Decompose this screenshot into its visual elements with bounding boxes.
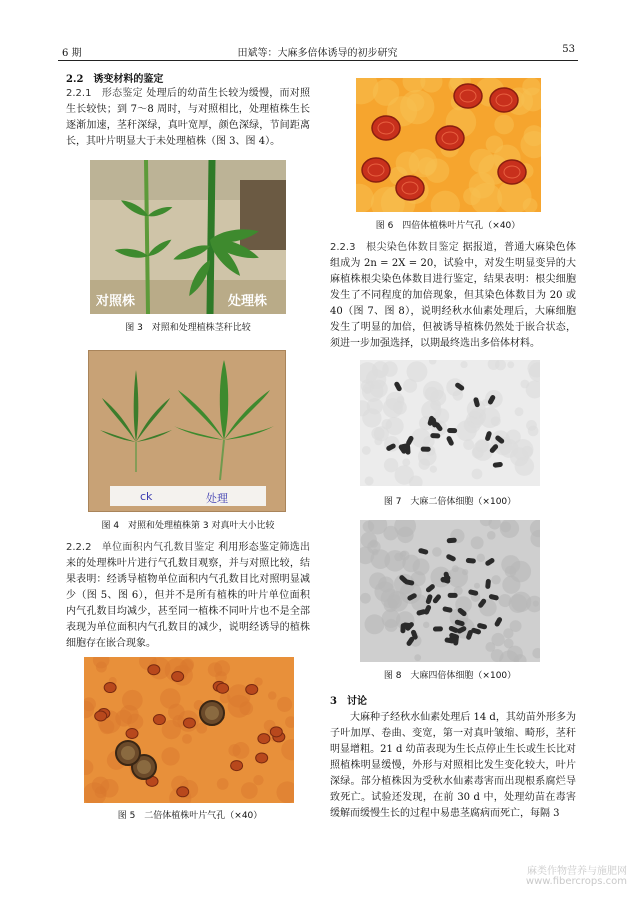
section-2-2-2-paragraph bbox=[66, 540, 310, 652]
treated-plant-label: 处理株 bbox=[228, 294, 268, 309]
section-2-2-3-text: 据报道，普通大麻染色体组成为 2n = 2X = 20，试验中，对发生明显变异的大麻植株根尖染色体数目进行鉴定，结果表明：根尖细胞发生了不同程度的加倍现象，但其染色体数目为 20 或 40（图 7、图 8），说明经秋水仙素处理后，大麻细胞发生了明显的加倍，但被诱导植株仍然处于嵌合状态，须进一步加强选择，以期最终选出多倍体材料。 bbox=[330, 242, 576, 349]
figure-4-leaf-photo bbox=[88, 350, 286, 512]
section-2-2-title: 2.2 诱变材料的鉴定 bbox=[66, 74, 164, 85]
issue-number: 6 期 bbox=[62, 48, 82, 59]
watermark-url: www.fibercrops.com bbox=[525, 876, 627, 887]
figure-3-caption: 图 3 对照和处理植株茎秆比较 bbox=[125, 323, 251, 333]
watermark-site-name: 麻类作物营养与施肥网 bbox=[527, 866, 627, 877]
section-2-2-2-heading: 2.2.2 单位面积内气孔数目鉴定 bbox=[66, 542, 215, 553]
figure-5-caption: 图 5 二倍体植株叶片气孔（×40） bbox=[117, 811, 263, 821]
section-2-2-1-text: 处理后的幼苗生长较为缓慢，而对照生长较快；到 7～8 周时，与对照相比，处理植株生长逐渐加速，茎秆深绿，真叶宽厚，颜色深绿，节间距离长，其叶片明显大于未处理植株（图 3、图 4）。 bbox=[66, 88, 310, 147]
figure-7-chromosome-photo bbox=[360, 360, 540, 486]
figure-3-stem-photo bbox=[90, 160, 286, 314]
running-title: 田斌等：大麻多倍体诱导的初步研究 bbox=[237, 48, 398, 59]
figure-6-stomata-photo bbox=[356, 78, 541, 212]
tetraploid-stomata-image bbox=[356, 78, 541, 212]
section-2-2-1-paragraph bbox=[66, 86, 310, 150]
diploid-stomata-image bbox=[84, 657, 294, 803]
section-3-text: 大麻种子经秋水仙素处理后 14 d，其幼苗外形多为子叶加厚、卷曲、变宽，第一对真叶皱缩、畸形，茎秆明显增粗。21 d 幼苗表现为生长点停止生长或生长比对照植株明显缓慢，外形与对照相比发生变化较大，叶片深绿。部分植株因为受秋水仙素毒害而出现根系腐烂导致死亡。试验还发现，在前 30 d 中，处理幼苗在毒害缓解而缓慢生长的过程中易患茎腐病而死亡，每隔 3 bbox=[330, 712, 576, 819]
diploid-cell-image bbox=[360, 360, 540, 486]
figure-5-stomata-photo bbox=[84, 657, 294, 803]
figure-8-caption: 图 8 大麻四倍体细胞（×100） bbox=[383, 671, 517, 681]
section-2-2-2-text: 利用形态鉴定筛选出来的处理株叶片进行气孔数目观察，并与对照比较，结果表明：经诱导植物单位面积内气孔数目比对照明显减少（图 5、图 6），但并不是所有植株的叶片单位面积内气孔数目均减少，甚至同一植株不同叶片也不是全部表现为单位面积内气孔数目的减少，说明经诱导的植株细胞存在嵌合现象。 bbox=[66, 542, 311, 649]
tetraploid-cell-image bbox=[360, 520, 540, 662]
ck-label: ck bbox=[140, 490, 153, 503]
section-2-2-3-paragraph bbox=[330, 240, 576, 352]
figure-4-caption: 图 4 对照和处理植株第 3 对真叶大小比较 bbox=[101, 521, 275, 531]
leaf-comparison-image bbox=[88, 350, 286, 512]
section-3-title: 3 讨论 bbox=[330, 696, 367, 707]
treated-leaf-label: 处理 bbox=[206, 492, 228, 505]
page-number: 53 bbox=[562, 44, 575, 55]
header-rule bbox=[58, 60, 578, 61]
figure-6-caption: 图 6 四倍体植株叶片气孔（×40） bbox=[375, 221, 521, 231]
control-plant-label: 对照株 bbox=[96, 294, 136, 309]
figure-8-chromosome-photo bbox=[360, 520, 540, 662]
section-2-2-1-heading: 2.2.1 形态鉴定 bbox=[66, 88, 143, 99]
section-2-2-3-heading: 2.2.3 根尖染色体数目鉴定 bbox=[330, 242, 460, 253]
figure-7-caption: 图 7 大麻二倍体细胞（×100） bbox=[383, 497, 517, 507]
